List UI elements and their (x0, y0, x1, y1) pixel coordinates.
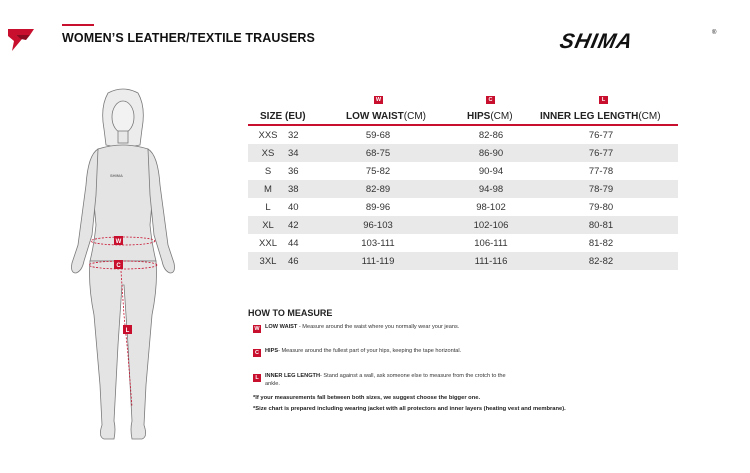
inner-leg-value: 79-80 (588, 201, 614, 213)
size-eu: 32 (288, 129, 299, 141)
waist-value: 75-82 (365, 165, 391, 177)
size-eu: 38 (288, 183, 299, 195)
title-accent-bar (62, 24, 94, 26)
inner-leg-marker-label: L (125, 328, 130, 334)
hips-marker-label: C (116, 263, 121, 269)
hips-value: 106-111 (474, 237, 508, 249)
body-figure (58, 85, 188, 447)
inner-leg-value: 76-77 (588, 129, 614, 141)
inner-leg-value: 77-78 (588, 165, 614, 177)
waist-value: 59-68 (365, 129, 391, 141)
note-between-sizes: *If your measurements fall between both sizes, we suggest choose the bigger one. (253, 395, 481, 401)
inner-leg-value: 78-79 (588, 183, 614, 195)
size-code: S (264, 165, 272, 177)
size-code: M (264, 183, 272, 195)
inner-leg-value: 82-82 (588, 255, 614, 267)
brand-registered-mark: ® (712, 30, 717, 36)
hips-badge: C (253, 349, 261, 357)
size-eu: 46 (288, 255, 299, 267)
table-row (248, 234, 678, 252)
page-title: WOMEN’S LEATHER/TEXTILE TRAUSERS (62, 31, 315, 45)
how-to-measure-title: HOW TO MEASURE (248, 308, 333, 318)
inner-leg-value: 76-77 (588, 147, 614, 159)
brand-logo: SHIMA (557, 30, 636, 53)
table-row (248, 180, 678, 198)
size-code: XL (262, 219, 274, 231)
waist-marker-label: W (115, 239, 122, 245)
table-row (248, 126, 678, 144)
waist-badge: W (254, 326, 260, 332)
hips-value: 98-102 (476, 201, 506, 213)
size-code: XXL (259, 237, 277, 249)
hips-value: 94-98 (478, 183, 504, 195)
hips-badge: C (486, 96, 495, 104)
inner-leg-badge: L (253, 374, 261, 382)
size-eu: 36 (288, 165, 299, 177)
waist-value: 89-96 (365, 201, 391, 213)
size-code: XXS (258, 129, 278, 141)
hips-value: 82-86 (478, 129, 504, 141)
size-code: XS (261, 147, 275, 159)
inner-leg-badge: L (599, 96, 608, 104)
hips-value: 102-106 (473, 219, 509, 231)
waist-value: 96-103 (363, 219, 393, 231)
hips-value: 86-90 (478, 147, 504, 159)
measure-item-text: LOW WAIST - Measure around the waist where you normally wear your jeans. (265, 324, 460, 330)
hips-value: 111-116 (474, 255, 508, 267)
table-row (248, 162, 678, 180)
inner-leg-value: 80-81 (588, 219, 614, 231)
chest-logo-text: SHIMA (110, 173, 123, 178)
hips-value: 90-94 (478, 165, 504, 177)
size-eu: 34 (288, 147, 299, 159)
waist-value: 111-119 (361, 255, 395, 267)
waist-value: 82-89 (365, 183, 391, 195)
table-row (248, 252, 678, 270)
size-code: L (265, 201, 271, 213)
header-inner-leg: INNER LEG LENGTH(CM) (540, 111, 661, 122)
header-waist: LOW WAIST(CM) (346, 111, 426, 122)
measure-item-text: INNER LEG LENGTH- Stand against a wall, ask someone else to measure from the crotch to the ankle. (265, 373, 506, 387)
waist-value: 103-111 (361, 237, 395, 249)
waist-value: 68-75 (365, 147, 391, 159)
table-row (248, 216, 678, 234)
size-table (248, 98, 678, 270)
shima-logo-icon (8, 27, 34, 51)
table-row (248, 198, 678, 216)
size-eu: 42 (288, 219, 299, 231)
note-size-chart-layers: *Size chart is prepared including wearing jacket with all protectors and inner layers (heating vest and membrane). (253, 406, 566, 412)
header-size: SIZE (EU) (260, 111, 306, 122)
table-row (248, 144, 678, 162)
waist-badge: W (375, 97, 382, 103)
size-eu: 40 (288, 201, 299, 213)
size-code: 3XL (259, 255, 277, 267)
header-hips: HIPS(CM) (467, 111, 513, 122)
table-header (248, 98, 678, 124)
inner-leg-value: 81-82 (588, 237, 614, 249)
measure-item-text: HIPS- Measure around the fullest part of your hips, keeping the tape horizontal. (265, 348, 462, 354)
size-eu: 44 (288, 237, 299, 249)
